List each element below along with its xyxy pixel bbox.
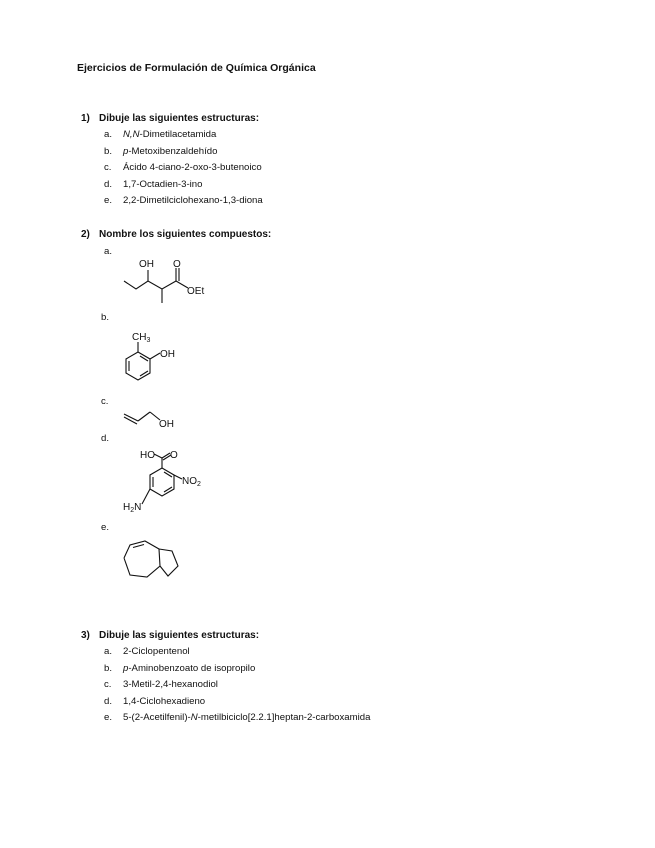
molecule-2b — [118, 330, 198, 385]
list-item — [104, 129, 216, 140]
item-text-part2: -metilbiciclo[2.2.1]heptan-2-carboxamida — [197, 712, 371, 723]
item-prefix: N,N — [123, 129, 140, 140]
item-text-part1: 5-(2-Acetilfenil)- — [123, 712, 191, 723]
item-label: a. — [104, 129, 113, 140]
item-prefix: p — [123, 146, 129, 157]
item-label: e. — [104, 712, 113, 723]
section-2-heading — [81, 229, 271, 240]
item-text: 1,4-Ciclohexadieno — [123, 696, 206, 707]
list-item — [104, 663, 255, 674]
item-label: d. — [104, 179, 113, 190]
list-item — [104, 162, 262, 173]
item-text: -Aminobenzoato de isopropilo — [128, 663, 256, 674]
section-number: 2) — [81, 229, 90, 240]
item-label: a. — [104, 646, 113, 657]
molecule-2d — [118, 448, 218, 518]
section-1-heading — [81, 113, 259, 124]
item-label: c. — [104, 162, 112, 173]
item-text: -Dimetilacetamida — [139, 129, 217, 140]
list-item — [104, 696, 205, 707]
atom-o: O — [170, 450, 178, 461]
atom-oh: OH — [159, 419, 174, 430]
section-number: 1) — [81, 113, 90, 124]
list-item — [104, 679, 218, 690]
atom-ch3: $CH_3$ — [132, 332, 151, 344]
item-label: e. — [101, 522, 110, 533]
atom-oet: OEt — [187, 286, 205, 297]
item-text-italic: N — [190, 712, 198, 723]
section-heading-text: Nombre los siguientes compuestos: — [99, 229, 272, 240]
item-text: -Metoxibenzaldehído — [128, 146, 218, 157]
item-label: c. — [101, 396, 109, 407]
item-label: b. — [104, 146, 113, 157]
list-item — [104, 646, 190, 657]
atom-h2n: $H_2N$ — [123, 502, 142, 514]
list-item — [104, 195, 263, 206]
item-label: b. — [101, 312, 110, 323]
atom-o: O — [173, 259, 181, 270]
list-item — [104, 146, 217, 157]
item-label: d. — [104, 696, 113, 707]
atom-no2: $NO_2$ — [182, 476, 201, 488]
atom-oh: OH — [139, 259, 154, 270]
item-text: 1,7-Octadien-3-ino — [123, 179, 203, 190]
atom-oh: OH — [160, 349, 175, 360]
list-item — [104, 712, 370, 723]
molecule-2e — [118, 538, 193, 590]
item-text: 2,2-Dimetilciclohexano-1,3-diona — [123, 195, 263, 206]
section-heading-text: Dibuje las siguientes estructuras: — [99, 630, 260, 641]
item-label: d. — [101, 433, 110, 444]
atom-ho: HO — [140, 450, 155, 461]
item-text: 3-Metil-2,4-hexanodiol — [123, 679, 218, 690]
item-text: 2-Ciclopentenol — [123, 646, 190, 657]
section-heading-text: Dibuje las siguientes estructuras: — [99, 113, 260, 124]
section-3-heading — [81, 630, 259, 641]
item-label: b. — [104, 663, 113, 674]
molecule-2a — [118, 255, 218, 310]
molecule-2c — [118, 406, 188, 434]
item-label: e. — [104, 195, 113, 206]
item-label: a. — [104, 246, 113, 257]
item-text: Ácido 4-ciano-2-oxo-3-butenoico — [123, 162, 262, 173]
page-title: Ejercicios de Formulación de Química Orgánica — [77, 62, 316, 74]
list-item — [104, 179, 202, 190]
section-number: 3) — [81, 630, 90, 641]
item-label: c. — [104, 679, 112, 690]
item-prefix: p — [123, 663, 129, 674]
